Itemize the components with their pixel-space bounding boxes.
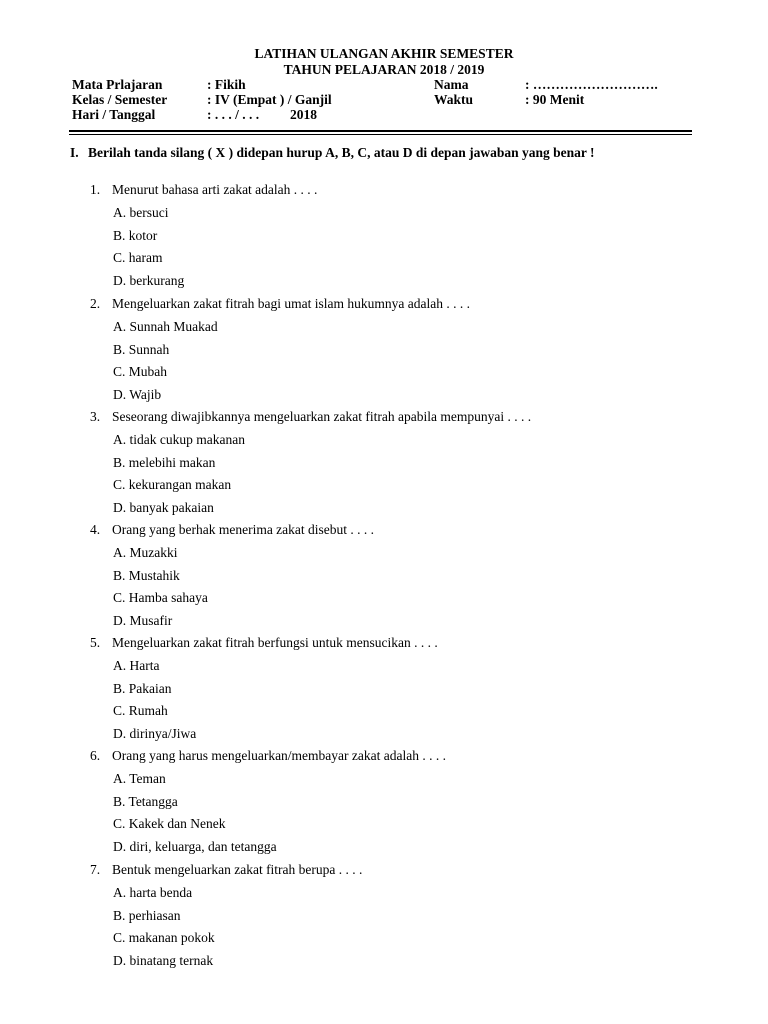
answer-option[interactable]: B. Tetangga [113,793,178,809]
answer-option[interactable]: C. Mubah [113,364,167,380]
answer-option[interactable]: B. melebihi makan [113,454,216,470]
answer-option[interactable]: B. Sunnah [113,341,170,357]
question-number: 6. [90,748,101,763]
answer-option[interactable]: D. binatang ternak [113,953,214,969]
name-label: Nama [434,77,469,92]
question-text: Mengeluarkan zakat fitrah bagi umat islam hukumnya adalah . . . . [112,296,471,311]
answer-option[interactable]: B. Mustahik [113,567,180,583]
question-2 [90,296,470,312]
answer-option[interactable]: D. diri, keluarga, dan tetangga [113,839,277,855]
answer-option[interactable]: B. Pakaian [113,680,172,696]
answer-option[interactable]: D. Musafir [113,613,173,629]
date-label: Hari / Tanggal [72,107,156,122]
academic-year: TAHUN PELAJARAN 2018 / 2019 [283,62,485,77]
answer-option[interactable]: D. dirinya/Jiwa [113,726,197,742]
answer-option[interactable]: A. bersuci [113,204,169,220]
question-text: Bentuk mengeluarkan zakat fitrah berupa . . . . [112,862,363,877]
name-field: : ………………………. [525,77,658,92]
date-value: : . . . / . . . [207,107,260,122]
question-text: Seseorang diwajibkannya mengeluarkan zakat fitrah apabila mempunyai . . . . [112,409,532,424]
question-7 [90,862,362,878]
answer-option[interactable]: D. berkurang [113,273,185,289]
answer-option[interactable]: A. Teman [113,770,166,786]
question-number: 7. [90,862,101,877]
answer-option[interactable]: D. Wajib [113,387,162,403]
header-divider [69,130,692,132]
answer-option[interactable]: C. makanan pokok [113,930,215,946]
question-3 [90,409,531,425]
subject-label: Mata Prlajaran [72,77,163,92]
answer-option[interactable]: D. banyak pakaian [113,500,214,516]
answer-option[interactable]: C. haram [113,250,163,266]
question-number: 5. [90,635,101,650]
class-value: : IV (Empat ) / Ganjil [207,92,332,107]
question-5 [90,635,438,651]
answer-option[interactable]: A. tidak cukup makanan [113,431,245,447]
question-6 [90,748,446,764]
question-text: Orang yang berhak menerima zakat disebut . . . . [112,522,375,537]
section-number: I. [70,145,79,160]
answer-option[interactable]: B. perhiasan [113,907,181,923]
question-text: Mengeluarkan zakat fitrah berfungsi untuk mensucikan . . . . [112,635,438,650]
question-4 [90,522,374,538]
question-number: 1. [90,182,101,197]
time-label: Waktu [434,92,474,107]
question-number: 3. [90,409,101,424]
question-text: Orang yang harus mengeluarkan/membayar zakat adalah . . . . [112,748,446,763]
class-label: Kelas / Semester [72,92,168,107]
answer-option[interactable]: A. harta benda [113,884,193,900]
question-number: 4. [90,522,101,537]
instruction-text: Berilah tanda silang ( X ) didepan hurup A, B, C, atau D di depan jawaban yang benar ! [88,145,595,160]
answer-option[interactable]: A. Muzakki [113,544,178,560]
date-year: 2018 [290,107,317,122]
answer-option[interactable]: C. kekurangan makan [113,477,232,493]
question-1 [90,182,317,198]
answer-option[interactable]: A. Sunnah Muakad [113,318,218,334]
answer-option[interactable]: C. Kakek dan Nenek [113,816,226,832]
answer-option[interactable]: C. Rumah [113,703,168,719]
answer-option[interactable]: A. Harta [113,657,160,673]
section-instruction [70,145,595,161]
question-text: Menurut bahasa arti zakat adalah . . . . [112,182,318,197]
answer-option[interactable]: B. kotor [113,227,158,243]
exam-title: LATIHAN ULANGAN AKHIR SEMESTER [254,46,514,61]
subject-value: : Fikih [207,77,246,92]
question-number: 2. [90,296,101,311]
answer-option[interactable]: C. Hamba sahaya [113,590,208,606]
header-divider-thin [69,134,692,135]
time-value: : 90 Menit [525,92,585,107]
